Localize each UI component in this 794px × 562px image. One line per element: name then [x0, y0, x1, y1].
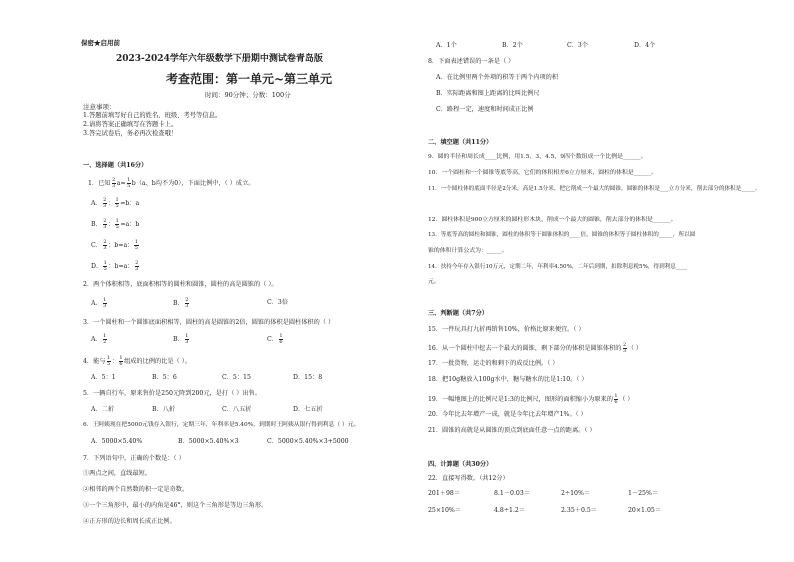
calc-item: 201＋98＝	[428, 490, 461, 497]
question-22: 22．直接写得数。（共12分）	[428, 475, 509, 482]
question-2: 2．两个体积相等，底面积相等的圆柱和圆锥，圆柱的高是圆锥的（ ）。	[83, 281, 278, 288]
q4-option-c[interactable]: C．5：15	[222, 374, 251, 381]
exam-title: 2023-2024学年六年级数学下册期中测试卷青岛版	[116, 54, 323, 64]
judge-question: 18．把10g糖放入100g水中，糖与糖水的比是1:10。（ ）	[428, 376, 588, 383]
time-score: 时间：90分钟；分数：100分	[205, 91, 291, 99]
fraction: $\frac{2}{3}$	[112, 177, 116, 189]
q2-option-c[interactable]: C．3倍	[267, 299, 289, 306]
fill-question: 12．圆柱体积是900立方厘米的圆柱形木块，削成一个最大的圆锥，削去部分的体积是______。	[428, 217, 677, 223]
section-judge-title: 三、判断题（共7分）	[428, 310, 488, 317]
fill-question-cont: 元。	[428, 279, 440, 285]
fill-question: 10．一个圆柱和一个圆锥等底等高，它们的体积相差6立方厘米，圆柱的体积是______。	[428, 170, 658, 176]
calc-item: 2.35＋0.5＝	[561, 507, 597, 514]
question-1	[88, 178, 254, 189]
question-3: 3．一个圆柱和一个圆锥底面积相等，圆柱的高是圆锥的2倍，圆锥的体积是圆柱体积的（ ）	[83, 319, 335, 326]
section-fill-title: 二、填空题（共11分）	[428, 139, 493, 146]
q7-statement: ②相邻的两个自然数的积一定是奇数。	[83, 486, 189, 493]
q7-statement: ④正方形的边长和周长成正比例。	[83, 518, 176, 525]
calc-item: 8.1－0.03＝	[494, 490, 530, 497]
q2-option-a[interactable]: A． $\frac{1}{3}$	[91, 297, 107, 309]
fraction: $\frac{1}{5}$	[127, 177, 131, 189]
q1-option-b[interactable]: B． $\frac{2}{3}$ ： $\frac{1}{5}$ =a：b	[91, 218, 140, 230]
judge-question: 15．一件玩具打九折再销售10%，价格比原来便宜。（ ）	[428, 326, 585, 333]
question-5: 5．一辆自行车，原来售价是250元降到200元，是打（ ）出售。	[83, 390, 262, 397]
exam-scope: 考查范围：第一单元~第三单元	[166, 72, 333, 86]
judge-question-19: 19．一幅地图上的比例尺是1:3的比例尺，图形的面积缩小为原来的 $\frac{1}{6}$ （ ）	[428, 393, 634, 405]
judge-question: 21．圆锥的高就是从圆锥的顶点到底面任意一点的距离。（ ）	[428, 427, 596, 434]
judge-question: 20．今年比去年增产一成，就是今年比去年增产1%。（ ）	[428, 411, 587, 418]
q1-option-c[interactable]: C． $\frac{2}{3}$ ：b=a： $\frac{1}{5}$	[91, 239, 139, 251]
q3-option-a[interactable]: A． $\frac{1}{2}$	[91, 333, 107, 345]
calc-item: 1－25%＝	[628, 490, 659, 497]
question-4: 4．能与 $\frac{1}{5}$ ： $\frac{1}{6}$ 组成的比例的比是（ ）。	[83, 355, 191, 367]
q1-option-a[interactable]: A． $\frac{2}{3}$ ： $\frac{1}{5}$ =b：a	[91, 197, 140, 209]
q1-text-a: 1．已知	[88, 180, 111, 187]
q7-statement: ③一个三角形中，最小的内角是46°，则这个三角形是等边三角形。	[83, 502, 268, 509]
fill-question-cont: 锥的体积计算公式为：_____。	[428, 248, 508, 254]
q7-option-d[interactable]: D．4个	[634, 42, 656, 49]
fill-question: 13．等底等高的圆柱和圆锥，圆柱的体积等于圆锥体积的____倍，圆锥的体积等于圆柱体积的_____，所以圆	[428, 232, 696, 238]
q8-option-b[interactable]: B．实际距离和图上距离的比叫比例尺	[436, 90, 540, 97]
question-6: 6．王阿姨现在把5000元钱存入银行，定期三年，年利率是5.40%，到期时王阿姨从银行得到利息（ ）元。	[83, 422, 360, 428]
notice-item: 3.答完试卷后，务必再次检查哦！	[83, 130, 178, 137]
q2-option-b[interactable]: B． $\frac{2}{3}$	[173, 297, 189, 309]
section-calc-title: 四、计算题（共30分）	[428, 461, 493, 468]
q7-option-c[interactable]: C．3个	[567, 42, 589, 49]
notice-item: 2.请将答案正确填写在答题卡上。	[83, 121, 178, 128]
notice-item: 1.答题前填写好自己的姓名、班级、考号等信息。	[83, 112, 222, 119]
section-choice-title: 一、选择题（共16分）	[83, 162, 148, 169]
judge-question: 17．一批货物，运走的和剩下的成反比例。（ ）	[428, 360, 559, 367]
calc-item: 20×1.05＝	[628, 507, 662, 514]
question-8: 8．下面表述错误的一条是（ ）	[428, 58, 515, 65]
calc-item: 25×10%＝	[428, 507, 461, 514]
judge-question-16: 16．从一个圆柱中挖去一个最大的圆锥，剩下部分的体积是圆锥体积的 $\frac{2}{3}$ （ ）	[428, 342, 643, 354]
q7-option-b[interactable]: B．2个	[502, 42, 523, 49]
q6-option-b[interactable]: B．5000×5.40%×3	[178, 438, 239, 445]
q7-statement: ①两点之间，直线最短。	[83, 470, 152, 477]
q6-option-a[interactable]: A．5000×5.40%	[91, 438, 143, 445]
q1-option-d[interactable]: D． $\frac{1}{5}$ ：b=a： $\frac{2}{3}$	[91, 260, 139, 272]
q3-option-b[interactable]: B． $\frac{1}{3}$	[173, 333, 189, 345]
q5-option-d[interactable]: D．七五折	[293, 406, 323, 413]
q5-option-a[interactable]: A．二折	[91, 406, 115, 413]
question-7: 7．下列语句中，正确的个数是：（ ）	[83, 455, 185, 462]
fill-question: 14．扶持今年存入银行10万元，定期二年，年利率4.50%，二年后到期，扣除利息税5%，得到利息____	[428, 264, 688, 270]
secret-label: 保密★启用前	[81, 39, 120, 47]
fill-question: 9．圆的半径和周长成____比例，用1.5、3、4.5、9四个数组成一个比例是______。	[428, 154, 647, 160]
q7-option-a[interactable]: A．1个	[436, 42, 457, 49]
q4-option-d[interactable]: D．15：8	[293, 374, 323, 381]
calc-item: 2÷10%＝	[561, 490, 591, 497]
q1-text-b: a=	[116, 180, 126, 187]
q1-text-c: b（a、b均不为0），下面比例中，（ ）成立。	[131, 180, 255, 187]
notice-title: 注意事项：	[83, 103, 116, 111]
q4-option-a[interactable]: A．5：1	[91, 374, 116, 381]
q6-option-c[interactable]: C．5000×5.40%×3+5000	[267, 438, 349, 445]
calc-item: 4.8÷1.2＝	[494, 507, 526, 514]
q8-option-c[interactable]: C．路程一定，速度和时间成正比例	[436, 106, 534, 113]
q3-option-c[interactable]: C． $\frac{1}{6}$	[267, 333, 283, 345]
q5-option-c[interactable]: C．八五折	[222, 406, 252, 413]
q5-option-b[interactable]: B．八折	[152, 406, 176, 413]
q8-option-a[interactable]: A．在比例里两个外项的积等于两个内项的积	[436, 74, 559, 81]
fill-question: 11．一个圆柱体的底面半径是2分米，高是1.5分米，把它削成一个最大的圆锥，圆锥的体积是___立方分米，削去部分的体积是_____。	[428, 186, 761, 192]
q4-option-b[interactable]: B．5：6	[152, 374, 177, 381]
